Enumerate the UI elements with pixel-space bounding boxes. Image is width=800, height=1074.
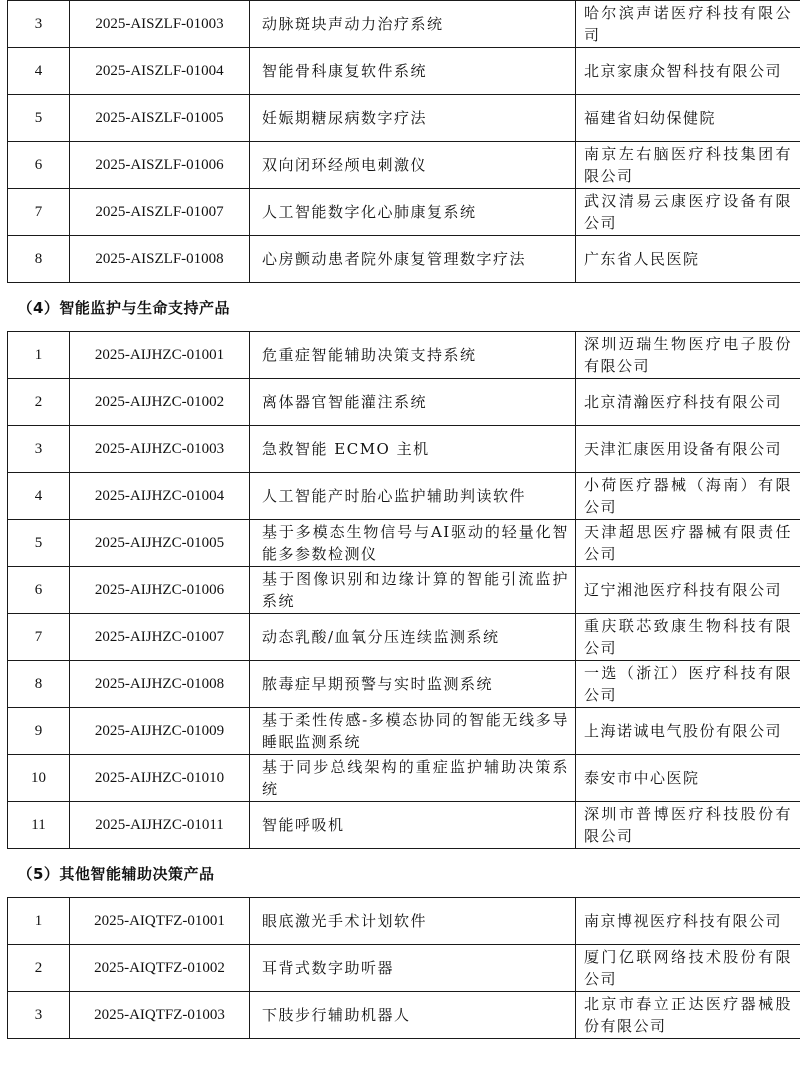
product-code: 2025-AIJHZC-01003 xyxy=(70,426,250,473)
table-row xyxy=(8,332,800,379)
organization-name: 北京市春立正达医疗器械股份有限公司 xyxy=(576,992,800,1039)
organization-name: 泰安市中心医院 xyxy=(576,755,800,802)
row-number: 3 xyxy=(8,1,70,48)
row-number: 8 xyxy=(8,661,70,708)
organization-name: 武汉清易云康医疗设备有限公司 xyxy=(576,189,800,236)
table-row xyxy=(8,802,800,849)
row-number: 1 xyxy=(8,898,70,945)
row-number: 4 xyxy=(8,473,70,520)
row-number: 6 xyxy=(8,567,70,614)
product-name: 离体器官智能灌注系统 xyxy=(250,379,576,426)
product-name: 脓毒症早期预警与实时监测系统 xyxy=(250,661,576,708)
product-code: 2025-AIQTFZ-01001 xyxy=(70,898,250,945)
organization-name: 深圳迈瑞生物医疗电子股份有限公司 xyxy=(576,332,800,379)
row-number: 3 xyxy=(8,426,70,473)
row-number: 5 xyxy=(8,520,70,567)
product-name: 智能呼吸机 xyxy=(250,802,576,849)
section-title: （4）智能监护与生命支持产品 xyxy=(8,283,800,332)
table-row xyxy=(8,189,800,236)
product-code: 2025-AIJHZC-01007 xyxy=(70,614,250,661)
row-number: 4 xyxy=(8,48,70,95)
product-code: 2025-AIQTFZ-01002 xyxy=(70,945,250,992)
product-name: 眼底激光手术计划软件 xyxy=(250,898,576,945)
organization-name: 厦门亿联网络技术股份有限公司 xyxy=(576,945,800,992)
organization-name: 南京左右脑医疗科技集团有限公司 xyxy=(576,142,800,189)
table-row xyxy=(8,898,800,945)
organization-name: 一选（浙江）医疗科技有限公司 xyxy=(576,661,800,708)
table-row xyxy=(8,236,800,283)
product-name: 基于多模态生物信号与AI驱动的轻量化智能多参数检测仪 xyxy=(250,520,576,567)
product-name: 耳背式数字助听器 xyxy=(250,945,576,992)
organization-name: 深圳市普博医疗科技股份有限公司 xyxy=(576,802,800,849)
row-number: 3 xyxy=(8,992,70,1039)
table-row xyxy=(8,426,800,473)
product-code: 2025-AIJHZC-01010 xyxy=(70,755,250,802)
table-row xyxy=(8,661,800,708)
row-number: 6 xyxy=(8,142,70,189)
row-number: 9 xyxy=(8,708,70,755)
organization-name: 天津汇康医用设备有限公司 xyxy=(576,426,800,473)
product-code: 2025-AISZLF-01004 xyxy=(70,48,250,95)
product-table-body xyxy=(8,1,800,1039)
product-name: 智能骨科康复软件系统 xyxy=(250,48,576,95)
product-name: 基于图像识别和边缘计算的智能引流监护系统 xyxy=(250,567,576,614)
product-code: 2025-AIQTFZ-01003 xyxy=(70,992,250,1039)
row-number: 2 xyxy=(8,945,70,992)
product-name: 危重症智能辅助决策支持系统 xyxy=(250,332,576,379)
product-code: 2025-AIJHZC-01004 xyxy=(70,473,250,520)
table-row xyxy=(8,473,800,520)
section-header-row xyxy=(8,849,800,898)
table-row xyxy=(8,614,800,661)
organization-name: 天津超思医疗器械有限责任公司 xyxy=(576,520,800,567)
row-number: 8 xyxy=(8,236,70,283)
product-name: 人工智能产时胎心监护辅助判读软件 xyxy=(250,473,576,520)
table-row xyxy=(8,520,800,567)
product-code: 2025-AISZLF-01008 xyxy=(70,236,250,283)
table-row xyxy=(8,142,800,189)
table-row xyxy=(8,945,800,992)
table-row xyxy=(8,992,800,1039)
row-number: 5 xyxy=(8,95,70,142)
organization-name: 北京家康众智科技有限公司 xyxy=(576,48,800,95)
organization-name: 辽宁湘池医疗科技有限公司 xyxy=(576,567,800,614)
product-name: 人工智能数字化心肺康复系统 xyxy=(250,189,576,236)
row-number: 7 xyxy=(8,189,70,236)
row-number: 10 xyxy=(8,755,70,802)
organization-name: 上海诺诚电气股份有限公司 xyxy=(576,708,800,755)
table-row xyxy=(8,755,800,802)
product-name: 妊娠期糖尿病数字疗法 xyxy=(250,95,576,142)
organization-name: 南京博视医疗科技有限公司 xyxy=(576,898,800,945)
table-row xyxy=(8,708,800,755)
table-row xyxy=(8,95,800,142)
organization-name: 广东省人民医院 xyxy=(576,236,800,283)
row-number: 2 xyxy=(8,379,70,426)
section-title: （5）其他智能辅助决策产品 xyxy=(8,849,800,898)
product-name: 动脉斑块声动力治疗系统 xyxy=(250,1,576,48)
product-code: 2025-AISZLF-01006 xyxy=(70,142,250,189)
table-row xyxy=(8,1,800,48)
product-name: 心房颤动患者院外康复管理数字疗法 xyxy=(250,236,576,283)
product-code: 2025-AISZLF-01003 xyxy=(70,1,250,48)
product-name: 下肢步行辅助机器人 xyxy=(250,992,576,1039)
product-name: 动态乳酸/血氧分压连续监测系统 xyxy=(250,614,576,661)
product-code: 2025-AIJHZC-01006 xyxy=(70,567,250,614)
row-number: 11 xyxy=(8,802,70,849)
product-code: 2025-AIJHZC-01008 xyxy=(70,661,250,708)
product-name: 双向闭环经颅电刺激仪 xyxy=(250,142,576,189)
row-number: 1 xyxy=(8,332,70,379)
organization-name: 福建省妇幼保健院 xyxy=(576,95,800,142)
product-table xyxy=(7,0,800,1039)
row-number: 7 xyxy=(8,614,70,661)
product-code: 2025-AISZLF-01007 xyxy=(70,189,250,236)
organization-name: 重庆联芯致康生物科技有限公司 xyxy=(576,614,800,661)
product-code: 2025-AIJHZC-01001 xyxy=(70,332,250,379)
product-name: 基于同步总线架构的重症监护辅助决策系统 xyxy=(250,755,576,802)
table-row xyxy=(8,379,800,426)
product-code: 2025-AISZLF-01005 xyxy=(70,95,250,142)
organization-name: 小荷医疗器械（海南）有限公司 xyxy=(576,473,800,520)
table-row xyxy=(8,48,800,95)
section-header-row xyxy=(8,283,800,332)
product-code: 2025-AIJHZC-01011 xyxy=(70,802,250,849)
product-code: 2025-AIJHZC-01005 xyxy=(70,520,250,567)
product-code: 2025-AIJHZC-01009 xyxy=(70,708,250,755)
product-code: 2025-AIJHZC-01002 xyxy=(70,379,250,426)
table-row xyxy=(8,567,800,614)
product-name: 急救智能 ECMO 主机 xyxy=(250,426,576,473)
product-name: 基于柔性传感-多模态协同的智能无线多导睡眠监测系统 xyxy=(250,708,576,755)
organization-name: 哈尔滨声诺医疗科技有限公司 xyxy=(576,1,800,48)
organization-name: 北京清瀚医疗科技有限公司 xyxy=(576,379,800,426)
